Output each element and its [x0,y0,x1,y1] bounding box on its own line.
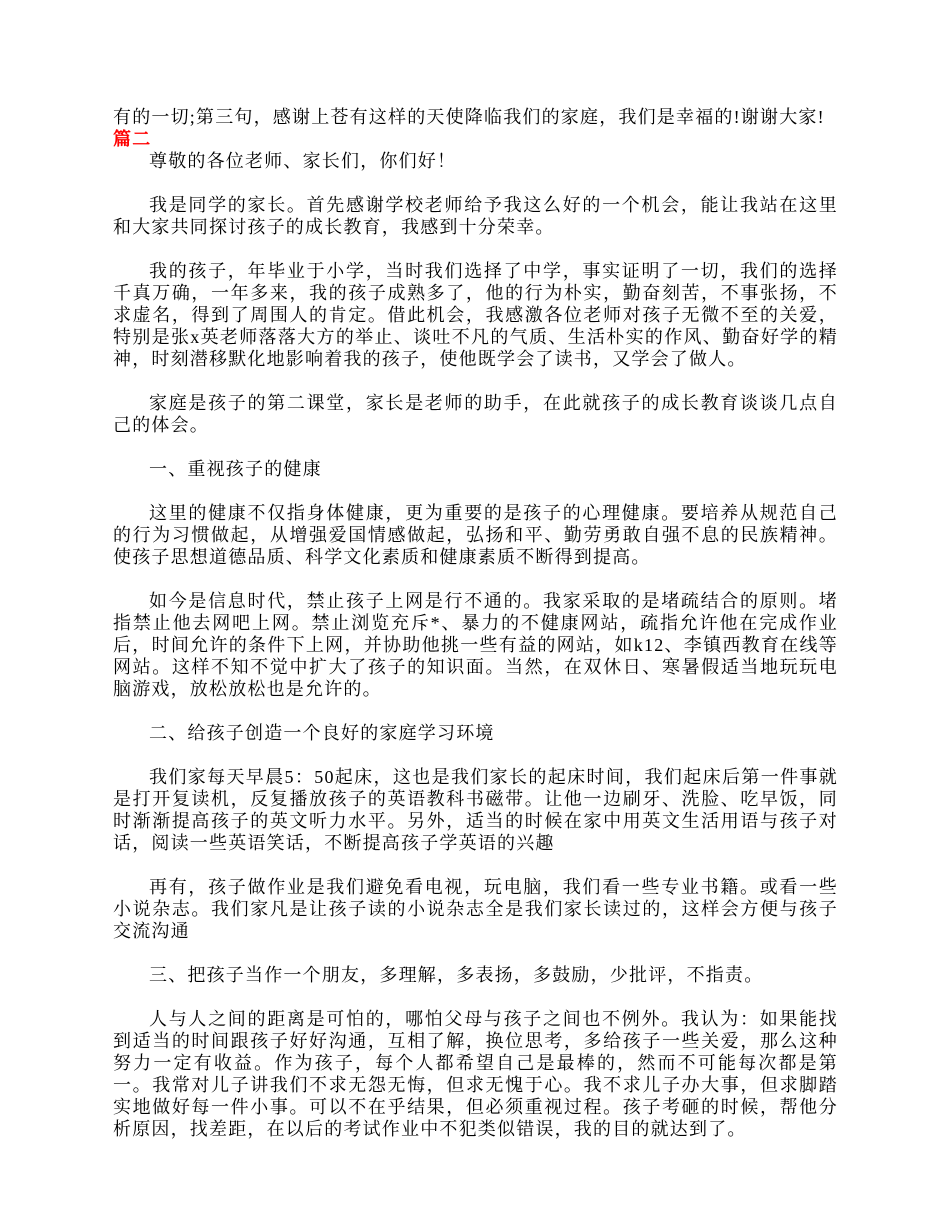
paragraph: 如今是信息时代，禁止孩子上网是行不通的。我家采取的是堵疏结合的原则。堵指禁止他去网吧上网。禁止浏览充斥*、暴力的不健康网站，疏指允许他在完成作业后，时间允许的条件下上网，并协助他挑一些有益的网站，如k12、李镇西教育在线等网站。这样不知不觉中扩大了孩子的知识面。当然，在双休日、寒暑假适当地玩玩电脑游戏，放松放松也是允许的。 [113,591,838,699]
continuation-line: 有的一切;第三句，感谢上苍有这样的天使降临我们的家庭，我们是幸福的!谢谢大家! [113,107,825,127]
paragraph: 人与人之间的距离是可怕的，哪怕父母与孩子之间也不例外。我认为：如果能找到适当的时间跟孩子好好沟通，互相了解，换位思考，多给孩子一些关爱，那么这种努力一定有收益。作为孩子，每个人都希望自己是最棒的，然而不可能每次都是第一。我常对儿子讲我们不求无怨无悔，但求无愧于心。我不求儿子办大事，但求脚踏实地做好每一件小事。可以不在乎结果，但必须重视过程。孩子考砸的时候，帮他分析原因，找差距，在以后的考试作业中不犯类似错误，我的目的就达到了。 [113,1009,838,1139]
paragraph: 再有，孩子做作业是我们避免看电视，玩电脑，我们看一些专业书籍。或看一些小说杂志。我们家凡是让孩子读的小说杂志全是我们家长读过的，这样会方便与孩子交流沟通 [113,877,838,941]
paragraph-heading: 二、给孩子创造一个良好的家庭学习环境 [149,723,495,743]
paragraph: 我是同学的家长。首先感谢学校老师给予我这么好的一个机会，能让我站在这里和大家共同探讨孩子的成长教育，我感到十分荣幸。 [113,195,838,237]
paragraph: 我们家每天早晨5：50起床，这也是我们家长的起床时间，我们起床后第一件事就是打开复读机，反复播放孩子的英语教科书磁带。让他一边刷牙、洗脸、吃早饭，同时渐渐提高孩子的英文听力水平。另外，适当的时候在家中用英文生活用语与孩子对话，阅读一些英语笑话，不断提高孩子学英语的兴趣 [113,767,838,853]
paragraph: 我的孩子，年毕业于小学，当时我们选择了中学，事实证明了一切，我们的选择千真万确，一年多来，我的孩子成熟多了，他的行为朴实，勤奋刻苦，不事张扬，不求虚名，得到了周围人的肯定。借此机会，我感激各位老师对孩子无微不至的关爱，特别是张x英老师落落大方的举止、谈吐不凡的气质、生活朴实的作风、勤奋好学的精神，时刻潜移默化地影响着我的孩子，使他既学会了读书，又学会了做人。 [113,261,838,369]
greeting-line: 尊敬的各位老师、家长们，你们好！ [149,151,457,171]
paragraph-heading: 三、把孩子当作一个朋友，多理解，多表扬，多鼓励，少批评，不指责。 [149,965,764,985]
section-label: 篇二 [113,129,152,149]
paragraph: 家庭是孩子的第二课堂，家长是老师的助手，在此就孩子的成长教育谈谈几点自己的体会。 [113,393,838,435]
paragraph: 这里的健康不仅指身体健康，更为重要的是孩子的心理健康。要培养从规范自己的行为习惯做起，从增强爱国情感做起，弘扬和平、勤劳勇敢自强不息的民族精神。使孩子思想道德品质、科学文化素质和健康素质不断得到提高。 [113,503,838,567]
paragraph-heading: 一、重视孩子的健康 [149,459,322,479]
